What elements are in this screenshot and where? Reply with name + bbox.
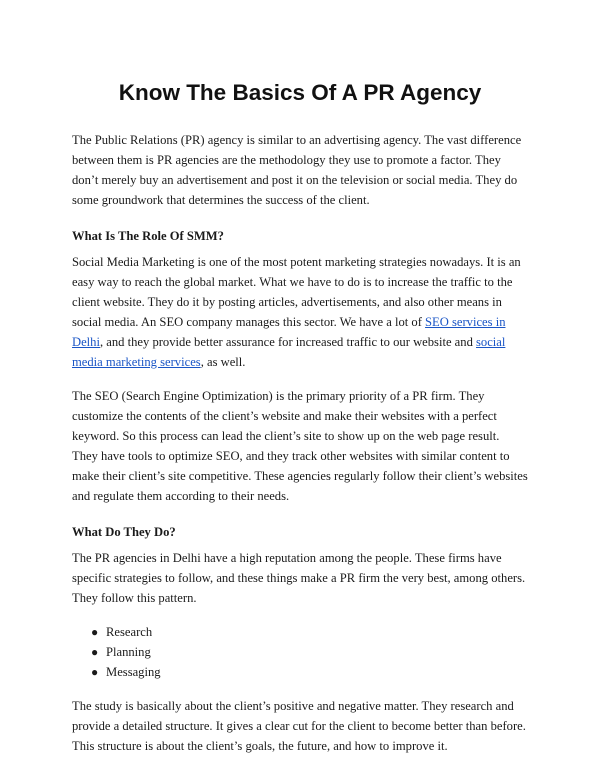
section-heading-smm: What Is The Role Of SMM?	[72, 229, 224, 243]
section-heading-what-they-do: What Do They Do?	[72, 525, 176, 539]
smm-text-c: , as well.	[200, 355, 246, 369]
pattern-list	[72, 622, 528, 682]
list-item	[92, 642, 528, 662]
list-item	[92, 622, 528, 642]
bullet-icon: ●	[91, 625, 99, 639]
list-item-label: Messaging	[106, 665, 161, 679]
seo-services-link[interactable]: SEO services in Delhi	[72, 315, 506, 349]
social-media-marketing-link[interactable]: social media marketing services	[72, 335, 506, 369]
list-item-label: Planning	[106, 645, 151, 659]
study-paragraph: The study is basically about the client’s positive and negative matter. They research and provide a detailed structure. It gives a clear cut for the client to become better than before. This structure is about the client’s goals, the future, and how to improve it.	[72, 699, 526, 753]
smm-paragraph	[72, 252, 528, 372]
page-title: Know The Basics Of A PR Agency	[118, 80, 482, 105]
smm-text-a: Social Media Marketing is one of the most potent marketing strategies nowadays. It is an easy way to reach the global market. What we have to do is to increase the traffic to the client website. They do it by posting articles, advertisements, and also other means in social media. An SEO company manages this sector. We have a lot of	[72, 255, 521, 329]
bullet-icon: ●	[91, 665, 99, 679]
list-item-label: Research	[106, 625, 153, 639]
list-item	[92, 662, 528, 682]
smm-text-b: , and they provide better assurance for increased traffic to our website and	[99, 335, 477, 349]
bullet-icon: ●	[91, 645, 99, 659]
seo-paragraph: The SEO (Search Engine Optimization) is the primary priority of a PR firm. They customize the contents of the client’s website and make their websites with a perfect keyword. So this process can lead the client’s site to show up on the web page result. They have tools to optimize SEO, and they track other websites with similar content to make their client’s site competitive. These agencies regularly follow their client’s websites and regulate them according to their needs.	[72, 389, 528, 503]
what-they-do-paragraph: The PR agencies in Delhi have a high reputation among the people. These firms have specific strategies to follow, and these things make a PR firm the very best, among others. They follow this pattern.	[72, 551, 526, 605]
intro-paragraph: The Public Relations (PR) agency is similar to an advertising agency. The vast difference between them is PR agencies are the methodology they use to promote a factor. They don’t merely buy an advertisement and post it on the television or social media. They do some groundwork that determines the success of the client.	[72, 133, 522, 207]
